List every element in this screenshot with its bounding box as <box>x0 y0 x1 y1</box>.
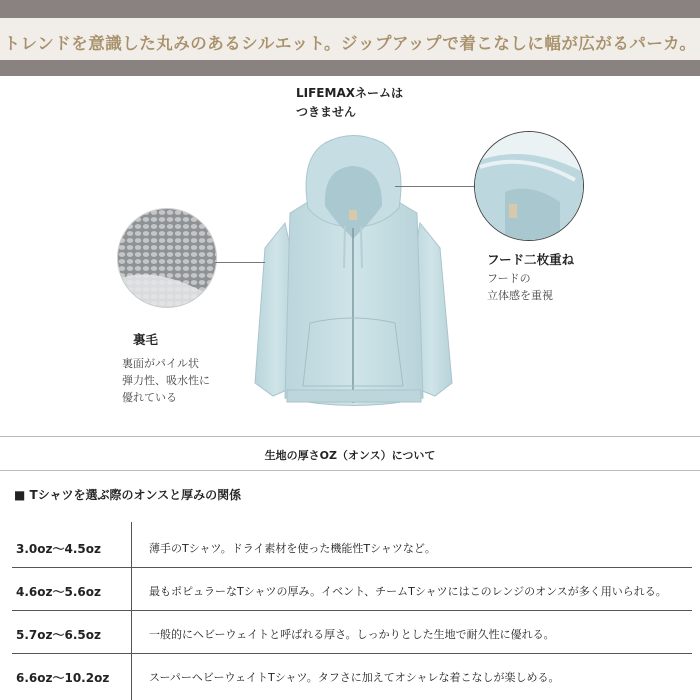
table-row-separator <box>12 653 692 654</box>
section-divider-bottom <box>0 470 700 471</box>
oz-row-1-range: 3.0oz〜4.5oz <box>16 542 101 556</box>
hoodie-image <box>245 128 460 418</box>
oz-row-3-description: 一般的にヘビーウェイトと呼ばれる厚さ。しっかりとした生地で耐久性に優れる。 <box>149 628 555 641</box>
headline: トレンドを意識した丸みのあるシルエット。ジップアップで着こなしに幅が広がるパーカ。 <box>3 34 697 53</box>
oz-row-3-range: 5.7oz〜6.5oz <box>16 628 101 642</box>
fleece-description-line3: 優れている <box>122 391 177 404</box>
table-row-separator <box>12 567 692 568</box>
fabric-section-title: 生地の厚さOZ（オンス）について <box>264 449 436 462</box>
fleece-closeup-image <box>117 208 217 308</box>
oz-row-4-description: スーパーヘビーウェイトTシャツ。タフさに加えてオシャレな着こなしが楽しめる。 <box>149 671 560 684</box>
hood-leader-line <box>395 186 474 187</box>
fleece-description <box>122 355 210 406</box>
hood-description-line1: フードの <box>487 272 531 285</box>
header-bottom-band <box>0 60 700 76</box>
oz-list-heading: ■ Tシャツを選ぶ際のオンスと厚みの関係 <box>14 488 242 502</box>
oz-row-2-description: 最もポピュラーなTシャツの厚み。イベント、チームTシャツにはこのレンジのオンスが多く用いられる。 <box>149 585 667 598</box>
table-vertical-rule <box>131 522 132 700</box>
fleece-description-line1: 裏面がパイル状 <box>122 357 199 370</box>
name-tag-note-line1: LIFEMAXネームは <box>296 86 403 100</box>
section-divider-top <box>0 436 700 437</box>
oz-row-2-range: 4.6oz〜5.6oz <box>16 585 101 599</box>
hood-title: フード二枚重ね <box>487 252 575 267</box>
name-tag-note <box>296 84 403 122</box>
hood-closeup-image <box>474 131 584 241</box>
top-band <box>0 0 700 18</box>
oz-row-1-description: 薄手のTシャツ。ドライ素材を使った機能性Tシャツなど。 <box>149 542 436 555</box>
hood-description <box>487 270 553 304</box>
table-row-separator <box>12 610 692 611</box>
name-tag-note-line2: つきません <box>296 105 357 119</box>
fleece-leader-line <box>215 262 265 263</box>
oz-row-4-range: 6.6oz〜10.2oz <box>16 671 110 685</box>
hood-description-line2: 立体感を重視 <box>487 289 553 302</box>
fleece-title: 裏毛 <box>133 332 159 347</box>
fleece-description-line2: 弾力性、吸水性に <box>122 374 210 387</box>
